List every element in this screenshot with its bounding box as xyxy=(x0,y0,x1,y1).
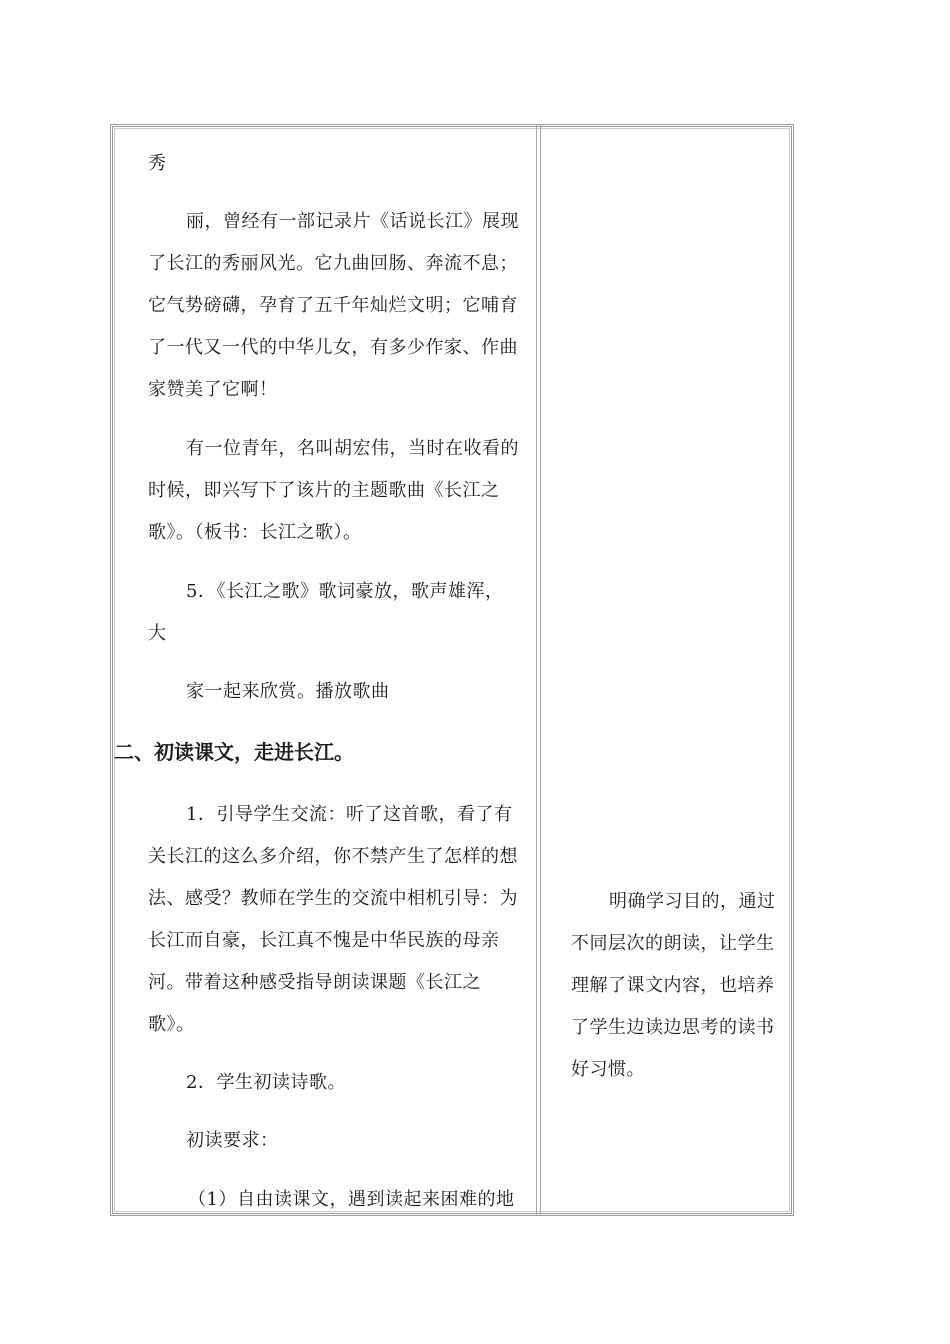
design-intent-column xyxy=(541,124,791,1212)
text-line: 不同层次的朗读，让学生 xyxy=(571,933,775,954)
text-line: 歌》。 xyxy=(148,1014,195,1035)
text-line: 理解了课文内容，也培养 xyxy=(571,975,775,996)
text-line: 歌》。（板书：长江之歌）。 xyxy=(148,522,362,543)
text-line: 河。带着这种感受指导朗读课题《长江之 xyxy=(148,972,481,993)
text-line: 关长江的这么多介绍，你不禁产生了怎样的想 xyxy=(148,846,518,867)
text-line: 了学生边读边思考的读书 xyxy=(571,1017,775,1038)
text-line: 秀 xyxy=(148,153,167,174)
text-line: 5．《长江之歌》歌词豪放，歌声雄浑， xyxy=(186,581,504,602)
text-line: 有一位青年，名叫胡宏伟，当时在收看的 xyxy=(186,438,519,459)
text-line: 它气势磅礴，孕育了五千年灿烂文明；它哺育 xyxy=(148,295,518,316)
text-line: 好习惯。 xyxy=(571,1059,645,1080)
text-line: 1．引导学生交流：听了这首歌，看了有 xyxy=(186,804,513,825)
text-line: 家赞美了它啊！ xyxy=(148,379,278,400)
text-line: 家一起来欣赏。播放歌曲 xyxy=(186,681,390,702)
text-line: 初读要求： xyxy=(186,1130,279,1151)
text-line: （1）自由读课文，遇到读起来困难的地 xyxy=(188,1189,515,1210)
text-line: 时候，即兴写下了该片的主题歌曲《长江之 xyxy=(148,480,500,501)
lesson-process-column xyxy=(110,124,536,1210)
text-line: 了长江的秀丽风光。它九曲回肠、奔流不息； xyxy=(148,253,518,274)
text-line: 法、感受？教师在学生的交流中相机引导：为 xyxy=(148,888,518,909)
text-line: 大 xyxy=(148,623,167,644)
text-line: 长江而自豪，长江真不愧是中华民族的母亲 xyxy=(148,930,500,951)
text-line: 丽，曾经有一部记录片《话说长江》展现 xyxy=(186,211,519,232)
text-line: 2．学生初读诗歌。 xyxy=(186,1072,346,1093)
text-line: 明确学习目的，通过 xyxy=(609,891,776,912)
text-line: 了一代又一代的中华儿女，有多少作家、作曲 xyxy=(148,337,518,358)
section-heading: 二、初读课文，走进长江。 xyxy=(114,740,354,764)
